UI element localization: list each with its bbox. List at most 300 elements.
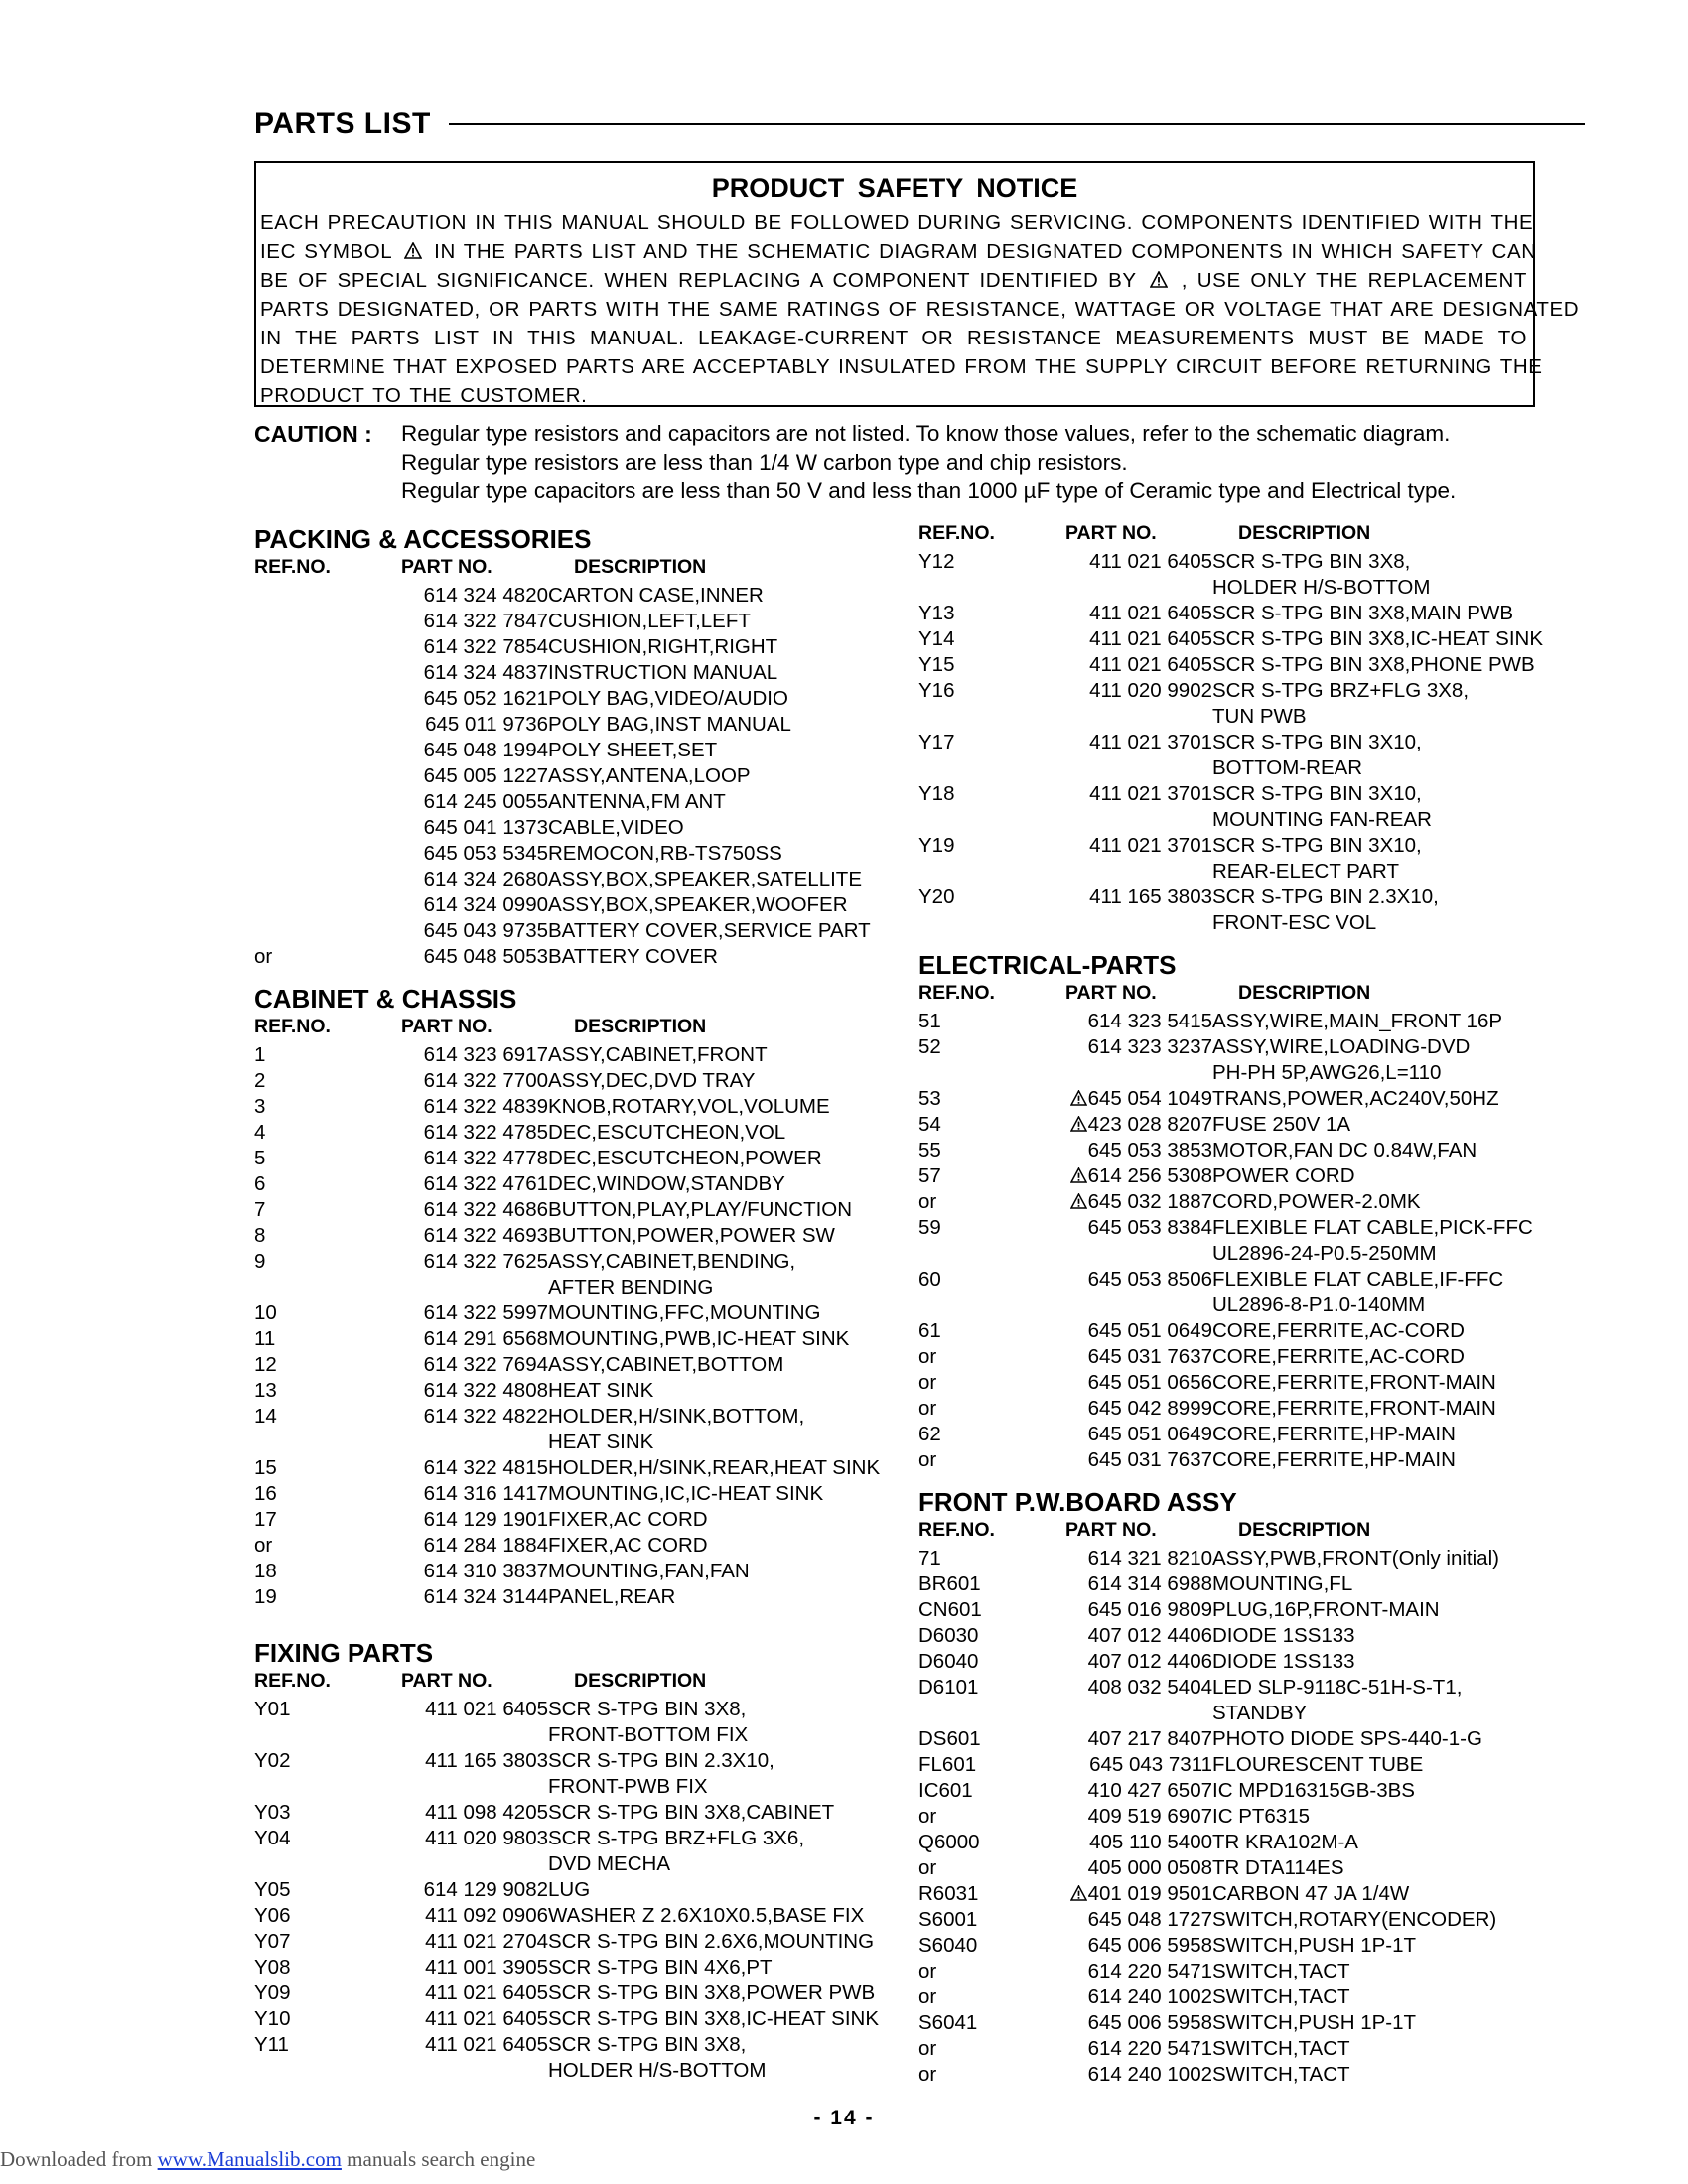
header-ref: REF.NO. [254,1670,331,1692]
table-row [918,626,1554,652]
table-row [918,1907,1554,1933]
table-row [254,1455,890,1481]
table-row [254,1352,890,1378]
ref-no: Y05 [254,1878,291,1901]
part-no-cell [373,867,548,892]
ref-no: 62 [918,1423,941,1445]
row-line [254,609,890,634]
table-row [254,1481,890,1507]
table-row [918,652,1554,678]
part-no-cell [1038,1933,1212,1959]
part-no: 614 322 4693 [423,1224,548,1247]
table-row [254,2006,890,2032]
table-row [254,1980,890,2006]
description: CARTON CASE,INNER [548,584,764,607]
part-no-cell [1038,1959,1212,1984]
description: LED SLP-9118C-51H-S-T1, [1212,1676,1463,1699]
part-no: 645 031 7637 [1087,1448,1212,1471]
part-no-cell [1038,1189,1212,1215]
part-no: 411 021 6405 [425,1698,548,1720]
description: TR KRA102M-A [1212,1831,1358,1853]
row-line [918,1009,1554,1034]
notice-text: IN THE PARTS LIST AND THE SCHEMATIC DIAGRAM DESIGNATED COMPONENTS IN WHICH SAFETY CAN [434,240,1537,263]
part-no: 614 324 0990 [423,893,548,916]
table-row [918,1370,1554,1396]
part-no-cell [1038,1804,1212,1830]
ref-no: or [918,1448,937,1471]
part-no-cell [373,1507,548,1533]
part-no-cell [1038,781,1212,807]
row-line [254,1223,890,1249]
description: DEC,ESCUTCHEON,POWER [548,1147,822,1169]
ref-no: Y04 [254,1827,291,1849]
description: CABLE,VIDEO [548,816,684,839]
table-row [918,885,1554,936]
ref-no: S6040 [918,1934,978,1957]
row-line [918,1267,1554,1316]
notice-line: IN THE PARTS LIST IN THIS MANUAL. LEAKAGE-CURRENT OR RESISTANCE MEASUREMENTS MUST BE MADE TO [260,327,1527,349]
column-headers [918,982,1554,1009]
part-no-cell [373,1171,548,1197]
part-no: 645 051 0649 [1087,1423,1212,1445]
part-no-cell [1038,549,1212,575]
description-cont: HOLDER H/S-BOTTOM [548,2059,767,2082]
part-no-cell [373,1697,548,1722]
part-no-cell [373,712,548,738]
description-cont: HOLDER H/S-BOTTOM [1212,576,1431,599]
part-no-cell [373,1955,548,1980]
table-row [254,944,890,970]
part-no-cell [1038,1649,1212,1675]
table-row [254,815,890,841]
description: DIODE 1SS133 [1212,1624,1355,1647]
part-no: 411 021 6405 [425,2007,548,2030]
fixing-cont-rows [918,549,1554,936]
ref-no: 57 [918,1164,941,1187]
part-no: 411 021 6405 [1089,550,1212,573]
table-row [254,1929,890,1955]
column-headers [918,522,1554,549]
part-no: 411 021 3701 [1089,782,1212,805]
table-row [254,1068,890,1094]
ref-no: Y12 [918,550,955,573]
table-row [918,1189,1554,1215]
header-desc: DESCRIPTION [574,1016,707,1037]
part-no: 645 053 5345 [423,842,548,865]
row-line [918,1959,1554,1984]
part-no-cell [373,1146,548,1171]
description: SCR S-TPG BIN 3X8, [1212,550,1411,573]
description-cont: UL2896-8-P1.0-140MM [1212,1294,1426,1316]
description: BATTERY COVER [548,945,718,968]
row-line [918,1778,1554,1804]
ref-no: Y01 [254,1698,291,1720]
ref-no: Y10 [254,2007,291,2030]
description: SCR S-TPG BIN 3X10, [1212,731,1422,753]
footer-prefix: Downloaded from [0,2147,158,2171]
ref-no: 17 [254,1508,277,1531]
column-headers [254,1670,890,1697]
ref-no: or [918,1960,937,1982]
part-no-cell [1038,1447,1212,1473]
ref-no: or [918,1397,937,1420]
section-title-front-pwb: FRONT P.W.BOARD ASSY [918,1487,1237,1517]
row-line [918,2062,1554,2088]
table-row [918,833,1554,885]
table-row [918,549,1554,601]
part-no-cell [1038,833,1212,859]
part-no-cell [373,686,548,712]
description: SWITCH,PUSH 1P-1T [1212,2011,1417,2034]
table-row [918,1318,1554,1344]
part-no: 614 324 2680 [423,868,548,890]
ref-no: 61 [918,1319,941,1342]
table-row [918,1396,1554,1422]
part-no: 614 322 4815 [423,1456,548,1479]
description: SCR S-TPG BIN 2.3X10, [548,1749,774,1772]
description: TRANS,POWER,AC240V,50HZ [1212,1087,1499,1110]
table-row [918,1215,1554,1267]
description: SCR S-TPG BIN 3X8,PHONE PWB [1212,653,1535,676]
section-title-fixing: FIXING PARTS [254,1638,434,1668]
row-line [254,1903,890,1929]
ref-no: D6040 [918,1650,979,1673]
part-no: 614 322 4785 [423,1121,548,1144]
row-line [254,1507,890,1533]
part-no: 614 324 4837 [423,661,548,684]
ref-no: Y13 [918,602,955,624]
part-no: 411 165 3803 [425,1749,548,1772]
part-no-cell [1038,1112,1212,1138]
row-line [918,1396,1554,1422]
part-no: 645 011 9736 [425,713,548,736]
description-cont: FRONT-ESC VOL [1212,911,1377,934]
description: LUG [548,1878,591,1901]
part-no-cell [1038,1267,1212,1293]
row-line [918,781,1554,831]
row-line [918,1344,1554,1370]
description: IC PT6315 [1212,1805,1310,1828]
description: POLY BAG,VIDEO/AUDIO [548,687,788,710]
ref-no: Y19 [918,834,955,857]
part-no: 614 322 4839 [423,1095,548,1118]
table-row [254,1404,890,1455]
part-no: 614 322 4761 [423,1172,548,1195]
part-no-cell [1038,1623,1212,1649]
table-row [254,841,890,867]
ref-no: 51 [918,1010,941,1032]
ref-no: Y15 [918,653,955,676]
notice-text: , USE ONLY THE REPLACEMENT [1181,269,1528,292]
part-no: 614 316 1417 [423,1482,548,1505]
part-no-cell [1038,1344,1212,1370]
part-no: 614 220 5471 [1087,2037,1212,2060]
notice-text: BE OF SPECIAL SIGNIFICANCE. WHEN REPLACING A COMPONENT IDENTIFIED BY [260,269,1137,292]
part-no-cell [373,1249,548,1275]
description: MOUNTING,FL [1212,1572,1353,1595]
part-no-cell [373,1748,548,1774]
footer-link[interactable]: www.Manualslib.com [157,2147,342,2171]
description: CORE,FERRITE,AC-CORD [1212,1345,1465,1368]
part-no-cell [1038,1907,1212,1933]
table-row [254,634,890,660]
row-line [254,1042,890,1068]
warning-triangle-icon [1070,1116,1087,1132]
description-cont: FRONT-BOTTOM FIX [548,1723,749,1746]
ref-no: Y02 [254,1749,291,1772]
part-no-cell [1038,1881,1212,1907]
part-no: 645 006 5958 [1087,2011,1212,2034]
description: SWITCH,TACT [1212,1960,1350,1982]
table-row [254,660,890,686]
part-no-cell [1038,652,1212,678]
ref-no: DS601 [918,1727,981,1750]
row-line [918,1318,1554,1344]
section-title-electrical: ELECTRICAL-PARTS [918,950,1177,980]
ref-no: or [918,1856,937,1879]
warning-triangle-icon [1070,1167,1087,1183]
table-row [918,1163,1554,1189]
part-no: 411 165 3803 [1089,886,1212,908]
row-line [254,1068,890,1094]
part-no: 614 324 4820 [423,584,548,607]
table-row [918,1804,1554,1830]
part-no-cell [373,815,548,841]
notice-text: IEC SYMBOL [260,240,392,263]
row-line [918,2010,1554,2036]
header-part: PART NO. [401,556,492,578]
column-headers [254,1016,890,1042]
row-line [918,2036,1554,2062]
description: TR DTA114ES [1212,1856,1344,1879]
description: INSTRUCTION MANUAL [548,661,778,684]
table-row [254,1533,890,1559]
part-no: 614 322 4686 [423,1198,548,1221]
header-desc: DESCRIPTION [1238,522,1371,544]
part-no-cell [373,1042,548,1068]
ref-no: 55 [918,1139,941,1161]
ref-no: 14 [254,1405,277,1428]
spacer [254,1610,890,1624]
footer [0,2147,535,2172]
table-row [254,867,890,892]
part-no-cell [1038,2062,1212,2088]
part-no: 401 019 9501 [1087,1882,1212,1905]
ref-no: 12 [254,1353,277,1376]
part-no: 645 005 1227 [423,764,548,787]
part-no-cell [1038,885,1212,910]
row-line [918,1597,1554,1623]
table-row [254,1378,890,1404]
ref-no: 9 [254,1250,266,1273]
table-row [254,1584,890,1610]
description-cont: PH-PH 5P,AWG26,L=110 [1212,1061,1442,1084]
front-pwb-rows [918,1546,1554,2088]
table-row [254,686,890,712]
row-line [918,1112,1554,1138]
row-line [254,738,890,763]
header-desc: DESCRIPTION [574,556,707,578]
part-no-cell [1038,1163,1212,1189]
part-no: 645 031 7637 [1087,1345,1212,1368]
description: ASSY,CABINET,FRONT [548,1043,768,1066]
row-line [254,1326,890,1352]
ref-no: Y17 [918,731,955,753]
ref-no: 19 [254,1585,277,1608]
description-cont: HEAT SINK [548,1431,654,1453]
ref-no: Y08 [254,1956,291,1979]
header-desc: DESCRIPTION [1238,1519,1371,1541]
row-line [254,815,890,841]
ref-no: 3 [254,1095,266,1118]
part-no-cell [373,1455,548,1481]
notice-line: EACH PRECAUTION IN THIS MANUAL SHOULD BE FOLLOWED DURING SERVICING. COMPONENTS IDENTIFIED WITH THE [260,211,1534,234]
part-no: 614 322 7700 [423,1069,548,1092]
cabinet-rows [254,1042,890,1610]
table-row [918,1752,1554,1778]
description: SCR S-TPG BIN 3X8,IC-HEAT SINK [1212,627,1544,650]
row-line [254,1300,890,1326]
description: DEC,WINDOW,STANDBY [548,1172,785,1195]
row-line [254,1826,890,1875]
description: PLUG,16P,FRONT-MAIN [1212,1598,1440,1621]
description: REMOCON,RB-TS750SS [548,842,782,865]
part-no-cell [373,1481,548,1507]
row-line [918,678,1554,728]
row-line [918,1649,1554,1675]
warning-triangle-icon [1070,1193,1087,1209]
description: ANTENNA,FM ANT [548,790,726,813]
description: BATTERY COVER,SERVICE PART [548,919,871,942]
page-number: - 14 - [813,2107,875,2129]
ref-no: 60 [918,1268,941,1291]
part-no: 411 021 3701 [1089,731,1212,753]
description-cont: STANDBY [1212,1702,1308,1724]
header-desc: DESCRIPTION [1238,982,1371,1004]
description: HOLDER,H/SINK,BOTTOM, [548,1405,805,1428]
part-no: 645 043 7311 [1089,1753,1212,1776]
description: CORE,FERRITE,FRONT-MAIN [1212,1397,1496,1420]
table-row [918,781,1554,833]
row-line [918,1855,1554,1881]
part-no: 614 240 1002 [1087,2063,1212,2086]
part-no: 614 322 5997 [423,1301,548,1324]
table-row [918,1009,1554,1034]
ref-no: or [918,1805,937,1828]
description: MOUNTING,FAN,FAN [548,1560,750,1582]
part-no-cell [1038,730,1212,755]
part-no-cell [373,1404,548,1430]
description: FIXER,AC CORD [548,1508,708,1531]
part-no-cell [373,1559,548,1584]
table-row [254,892,890,918]
row-line [254,583,890,609]
description-cont: REAR-ELECT PART [1212,860,1399,883]
table-row [254,1300,890,1326]
part-no: 614 322 4778 [423,1147,548,1169]
table-row [918,1984,1554,2010]
ref-no: 8 [254,1224,266,1247]
description: MOTOR,FAN DC 0.84W,FAN [1212,1139,1477,1161]
row-line [254,1171,890,1197]
description: DIODE 1SS133 [1212,1650,1355,1673]
part-no: 614 220 5471 [1087,1960,1212,1982]
safety-notice-body [260,208,1580,410]
part-no-cell [373,2006,548,2032]
ref-no: 2 [254,1069,266,1092]
part-no: 410 427 6507 [1087,1779,1212,1802]
description: FUSE 250V 1A [1212,1113,1351,1136]
part-no-cell [373,1877,548,1903]
description: ASSY,ANTENA,LOOP [548,764,751,787]
table-row [918,1086,1554,1112]
table-row [254,1955,890,1980]
ref-no: or [918,2063,937,2086]
part-no-cell [373,1980,548,2006]
part-no-cell [373,2032,548,2058]
part-no: 408 032 5404 [1087,1676,1212,1699]
description: MOUNTING,IC,IC-HEAT SINK [548,1482,824,1505]
description: HEAT SINK [548,1379,654,1402]
row-line [254,763,890,789]
part-no: 614 321 8210 [1087,1547,1212,1570]
caution-line: Regular type resistors are less than 1/4 W carbon type and chip resistors. [401,450,1128,475]
row-line [254,1533,890,1559]
left-column [254,522,890,2084]
row-line [254,1404,890,1453]
footer-suffix: manuals search engine [341,2147,536,2171]
row-line [254,1877,890,1903]
description: CORE,FERRITE,AC-CORD [1212,1319,1465,1342]
table-row [918,1778,1554,1804]
table-row [254,1800,890,1826]
ref-no: 18 [254,1560,277,1582]
description: ASSY,BOX,SPEAKER,WOOFER [548,893,848,916]
description: ASSY,WIRE,MAIN_FRONT 16P [1212,1010,1503,1032]
page-title: PARTS LIST [254,107,431,140]
row-line [918,885,1554,934]
row-line [918,1933,1554,1959]
description: MOUNTING,FFC,MOUNTING [548,1301,821,1324]
table-row [918,601,1554,626]
part-no: 645 048 5053 [423,945,548,968]
right-column [918,522,1554,2088]
part-no: 614 323 6917 [423,1043,548,1066]
row-line [254,944,890,970]
header-part: PART NO. [1065,1519,1157,1541]
table-row [918,2010,1554,2036]
description: ASSY,CABINET,BOTTOM [548,1353,784,1376]
table-row [254,1697,890,1748]
ref-no: S6001 [918,1908,978,1931]
part-no-cell [1038,1778,1212,1804]
header-part: PART NO. [1065,522,1157,544]
description: SCR S-TPG BRZ+FLG 3X8, [1212,679,1470,702]
description-cont: UL2896-24-P0.5-250MM [1212,1242,1437,1265]
part-no: 645 041 1373 [423,816,548,839]
warning-triangle-icon [404,242,422,259]
column-headers [254,556,890,583]
part-no: 614 322 7694 [423,1353,548,1376]
packing-rows [254,583,890,970]
part-no-cell [373,1826,548,1851]
ref-no: 7 [254,1198,266,1221]
notice-line: PARTS DESIGNATED, OR PARTS WITH THE SAME RATINGS OF RESISTANCE, WATTAGE OR VOLTAGE THAT ARE DESIGNATED [260,298,1580,321]
column-headers [918,1519,1554,1546]
part-no: 405 000 0508 [1087,1856,1212,1879]
header-part: PART NO. [401,1670,492,1692]
table-row [918,1422,1554,1447]
